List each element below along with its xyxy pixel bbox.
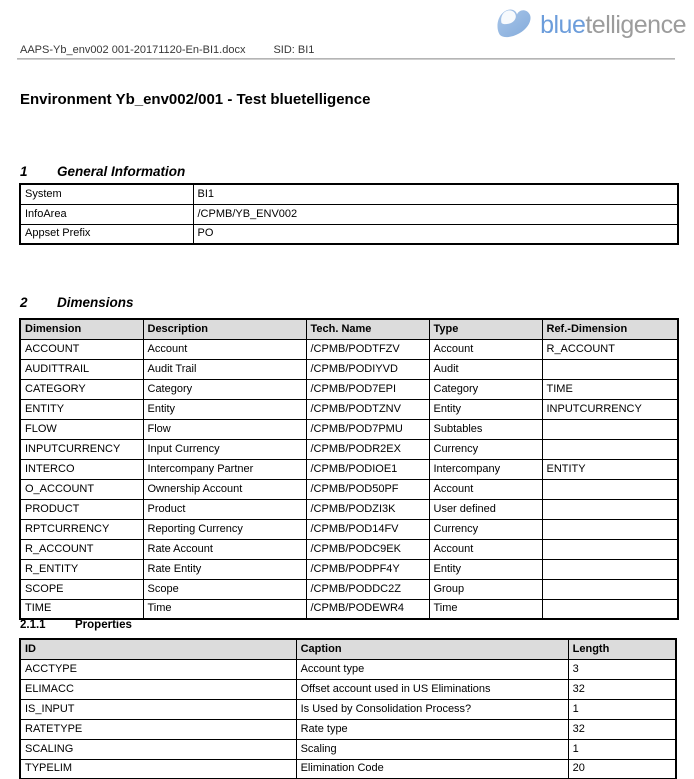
logo-text-gray: telligence bbox=[585, 11, 686, 39]
table-cell: IS_INPUT bbox=[20, 699, 296, 719]
table-row bbox=[20, 679, 676, 699]
table-row bbox=[20, 499, 678, 519]
table-cell: CATEGORY bbox=[20, 379, 143, 399]
table-cell: Entity bbox=[429, 559, 542, 579]
header-divider bbox=[17, 58, 675, 60]
section-title: General Information bbox=[57, 164, 186, 179]
table-cell bbox=[542, 519, 678, 539]
table-cell bbox=[542, 559, 678, 579]
column-header: Type bbox=[429, 319, 542, 339]
table-cell: TIME bbox=[542, 379, 678, 399]
table-cell: Scope bbox=[143, 579, 306, 599]
table-row bbox=[20, 479, 678, 499]
table-cell: ENTITY bbox=[542, 459, 678, 479]
table-cell: Reporting Currency bbox=[143, 519, 306, 539]
table-row bbox=[20, 739, 676, 759]
section-number: 2 bbox=[20, 295, 28, 310]
table-cell: SCALING bbox=[20, 739, 296, 759]
column-header: Length bbox=[568, 639, 676, 659]
table-cell bbox=[542, 479, 678, 499]
table-cell: FLOW bbox=[20, 419, 143, 439]
section-heading-properties bbox=[20, 619, 132, 631]
table-cell: SCOPE bbox=[20, 579, 143, 599]
table-cell bbox=[542, 499, 678, 519]
table-cell: Intercompany Partner bbox=[143, 459, 306, 479]
table-row bbox=[20, 399, 678, 419]
table-cell: Entity bbox=[429, 399, 542, 419]
table-cell: Elimination Code bbox=[296, 759, 568, 779]
table-row bbox=[20, 599, 678, 619]
bluetelligence-drop-icon bbox=[494, 5, 534, 46]
table-row bbox=[20, 379, 678, 399]
table-row bbox=[20, 719, 676, 739]
table-cell: Scaling bbox=[296, 739, 568, 759]
table-row bbox=[20, 759, 676, 779]
table-cell: Currency bbox=[429, 439, 542, 459]
table-cell bbox=[542, 419, 678, 439]
table-row bbox=[20, 579, 678, 599]
table-cell: Flow bbox=[143, 419, 306, 439]
column-header: Caption bbox=[296, 639, 568, 659]
table-cell: Input Currency bbox=[143, 439, 306, 459]
table-cell: RATETYPE bbox=[20, 719, 296, 739]
table-cell: Account bbox=[429, 339, 542, 359]
document-filename: AAPS-Yb_env002 001-20171120-En-BI1.docx bbox=[20, 44, 246, 56]
page-title: Environment Yb_env002/001 - Test bluetelligence bbox=[20, 91, 371, 108]
table-cell bbox=[542, 359, 678, 379]
table-cell: 1 bbox=[568, 699, 676, 719]
table-cell: /CPMB/PODIOE1 bbox=[306, 459, 429, 479]
table-cell: Subtables bbox=[429, 419, 542, 439]
table-cell: Rate Entity bbox=[143, 559, 306, 579]
logo-wordmark bbox=[540, 13, 686, 38]
table-cell: Account bbox=[143, 339, 306, 359]
table-cell bbox=[542, 599, 678, 619]
table-cell: /CPMB/POD7EPI bbox=[306, 379, 429, 399]
section-number: 1 bbox=[20, 164, 28, 179]
general-information-table bbox=[19, 183, 679, 245]
table-cell: RPTCURRENCY bbox=[20, 519, 143, 539]
table-cell: 32 bbox=[568, 719, 676, 739]
table-row bbox=[20, 419, 678, 439]
column-header: Description bbox=[143, 319, 306, 339]
bluetelligence-logo bbox=[494, 5, 686, 46]
table-cell: /CPMB/YB_ENV002 bbox=[193, 204, 678, 224]
table-row bbox=[20, 184, 678, 204]
properties-table bbox=[19, 638, 677, 779]
table-cell: Category bbox=[429, 379, 542, 399]
table-header-row bbox=[20, 639, 676, 659]
table-cell: System bbox=[20, 184, 193, 204]
table-cell: /CPMB/PODIYVD bbox=[306, 359, 429, 379]
table-row bbox=[20, 699, 676, 719]
table-cell: PRODUCT bbox=[20, 499, 143, 519]
table-cell: ACCOUNT bbox=[20, 339, 143, 359]
table-cell: Entity bbox=[143, 399, 306, 419]
table-cell: 32 bbox=[568, 679, 676, 699]
table-cell: 20 bbox=[568, 759, 676, 779]
table-row bbox=[20, 659, 676, 679]
table-cell: InfoArea bbox=[20, 204, 193, 224]
table-cell: /CPMB/PODZI3K bbox=[306, 499, 429, 519]
table-cell: /CPMB/PODEWR4 bbox=[306, 599, 429, 619]
table-cell: TYPELIM bbox=[20, 759, 296, 779]
table-cell: User defined bbox=[429, 499, 542, 519]
table-cell: PO bbox=[193, 224, 678, 244]
section-title: Dimensions bbox=[57, 295, 134, 310]
table-cell bbox=[542, 439, 678, 459]
table-cell: INPUTCURRENCY bbox=[542, 399, 678, 419]
table-cell: Offset account used in US Eliminations bbox=[296, 679, 568, 699]
document-header bbox=[20, 44, 314, 56]
table-row bbox=[20, 439, 678, 459]
table-cell: TIME bbox=[20, 599, 143, 619]
table-cell: AUDITTRAIL bbox=[20, 359, 143, 379]
table-cell: Account type bbox=[296, 659, 568, 679]
table-cell: INTERCO bbox=[20, 459, 143, 479]
column-header: ID bbox=[20, 639, 296, 659]
table-cell: /CPMB/PODR2EX bbox=[306, 439, 429, 459]
table-cell: /CPMB/POD50PF bbox=[306, 479, 429, 499]
dimensions-table bbox=[19, 318, 679, 620]
logo-text-blue: blue bbox=[540, 11, 586, 39]
table-cell: Rate type bbox=[296, 719, 568, 739]
table-cell: ACCTYPE bbox=[20, 659, 296, 679]
table-cell: 1 bbox=[568, 739, 676, 759]
table-cell: BI1 bbox=[193, 184, 678, 204]
table-cell: /CPMB/PODTZNV bbox=[306, 399, 429, 419]
table-cell: Account bbox=[429, 479, 542, 499]
table-cell: R_ENTITY bbox=[20, 559, 143, 579]
table-cell: Appset Prefix bbox=[20, 224, 193, 244]
table-header-row bbox=[20, 319, 678, 339]
table-cell: Ownership Account bbox=[143, 479, 306, 499]
table-cell: Rate Account bbox=[143, 539, 306, 559]
table-cell bbox=[542, 539, 678, 559]
table-cell: Audit bbox=[429, 359, 542, 379]
table-cell: 3 bbox=[568, 659, 676, 679]
table-cell: Time bbox=[429, 599, 542, 619]
column-header: Tech. Name bbox=[306, 319, 429, 339]
table-row bbox=[20, 459, 678, 479]
table-cell: INPUTCURRENCY bbox=[20, 439, 143, 459]
table-cell: Account bbox=[429, 539, 542, 559]
table-row bbox=[20, 559, 678, 579]
section-heading-dimensions bbox=[20, 295, 134, 310]
table-row bbox=[20, 519, 678, 539]
table-cell: /CPMB/PODPF4Y bbox=[306, 559, 429, 579]
section-title: Properties bbox=[75, 619, 132, 631]
table-row bbox=[20, 224, 678, 244]
table-cell: /CPMB/PODTFZV bbox=[306, 339, 429, 359]
table-cell: /CPMB/PODDC2Z bbox=[306, 579, 429, 599]
table-cell: Audit Trail bbox=[143, 359, 306, 379]
table-cell: ENTITY bbox=[20, 399, 143, 419]
table-cell: /CPMB/POD7PMU bbox=[306, 419, 429, 439]
section-heading-general-information bbox=[20, 164, 185, 179]
column-header: Dimension bbox=[20, 319, 143, 339]
table-cell: Product bbox=[143, 499, 306, 519]
table-cell: Category bbox=[143, 379, 306, 399]
table-cell: Is Used by Consolidation Process? bbox=[296, 699, 568, 719]
table-cell bbox=[542, 579, 678, 599]
table-cell: O_ACCOUNT bbox=[20, 479, 143, 499]
table-row bbox=[20, 539, 678, 559]
column-header: Ref.-Dimension bbox=[542, 319, 678, 339]
table-cell: Time bbox=[143, 599, 306, 619]
table-cell: /CPMB/PODC9EK bbox=[306, 539, 429, 559]
section-number: 2.1.1 bbox=[20, 619, 46, 631]
table-cell: Intercompany bbox=[429, 459, 542, 479]
table-cell: Group bbox=[429, 579, 542, 599]
table-cell: /CPMB/POD14FV bbox=[306, 519, 429, 539]
table-cell: R_ACCOUNT bbox=[20, 539, 143, 559]
table-row bbox=[20, 204, 678, 224]
table-cell: Currency bbox=[429, 519, 542, 539]
table-cell: R_ACCOUNT bbox=[542, 339, 678, 359]
table-row bbox=[20, 359, 678, 379]
table-row bbox=[20, 339, 678, 359]
sid-label: SID: BI1 bbox=[273, 44, 315, 56]
table-cell: ELIMACC bbox=[20, 679, 296, 699]
